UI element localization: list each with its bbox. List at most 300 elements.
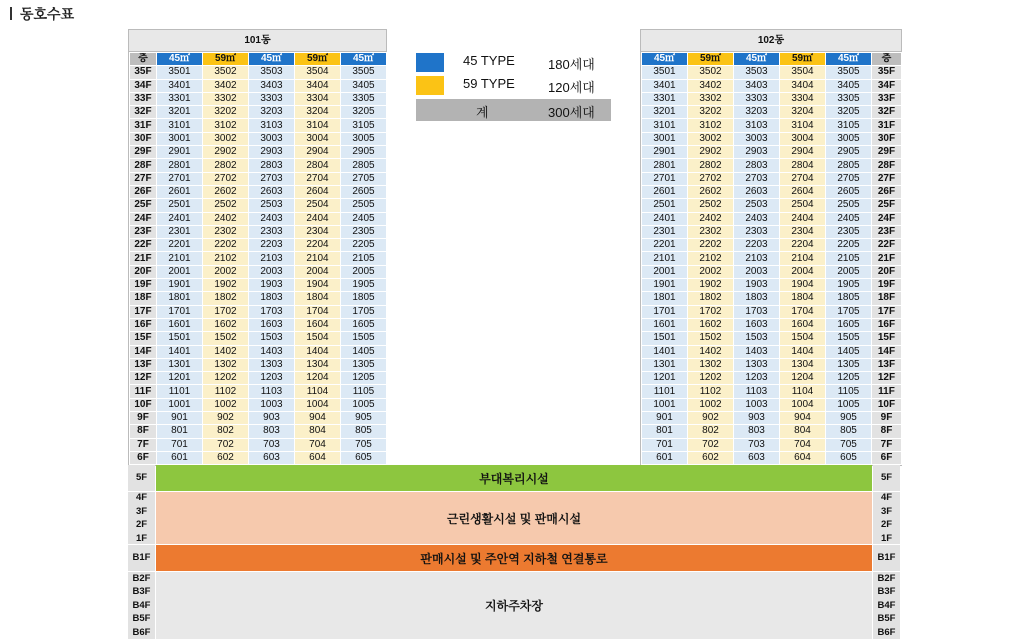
unit-cell: 1205 [826, 372, 872, 385]
type-header: 45㎡ [157, 53, 203, 66]
unit-cell: 2301 [642, 225, 688, 238]
unit-cell: 701 [157, 438, 203, 451]
unit-cell: 1605 [826, 318, 872, 331]
floor-label: 33F [872, 92, 902, 105]
unit-cell: 3204 [780, 106, 826, 119]
unit-cell: 2803 [249, 159, 295, 172]
unit-cell: 1005 [826, 398, 872, 411]
legend-item-45 [416, 51, 611, 74]
legend-count: 180세대 [548, 57, 595, 72]
unit-cell: 2903 [734, 146, 780, 159]
unit-cell: 2204 [780, 239, 826, 252]
unit-cell: 602 [203, 451, 249, 464]
unit-cell: 3303 [734, 92, 780, 105]
unit-cell: 905 [341, 412, 387, 425]
floor-row [130, 172, 387, 185]
unit-cell: 1702 [688, 305, 734, 318]
floor-row [642, 332, 902, 345]
unit-cell: 2101 [157, 252, 203, 265]
floor-row [130, 159, 387, 172]
floor-label: B2F [877, 572, 896, 584]
legend-type: 59 TYPE [463, 76, 515, 91]
unit-cell: 3103 [734, 119, 780, 132]
floor-row [130, 66, 387, 79]
floor-row [642, 292, 902, 305]
floor-header: 층 [130, 53, 157, 66]
unit-cell: 1202 [203, 372, 249, 385]
unit-cell: 1004 [780, 398, 826, 411]
unit-cell: 1104 [780, 385, 826, 398]
unit-cell: 903 [734, 412, 780, 425]
unit-cell: 1103 [734, 385, 780, 398]
unit-cell: 1601 [157, 318, 203, 331]
unit-cell: 1301 [642, 358, 688, 371]
unit-cell: 2901 [642, 146, 688, 159]
unit-cell: 2905 [826, 146, 872, 159]
unit-cell: 2102 [203, 252, 249, 265]
floor-label: 21F [872, 252, 902, 265]
unit-cell: 1405 [341, 345, 387, 358]
unit-cell: 2401 [157, 212, 203, 225]
floor-label: 7F [872, 438, 902, 451]
floor-label: 9F [872, 412, 902, 425]
unit-cell: 2201 [157, 239, 203, 252]
floor-row [642, 212, 902, 225]
floor-row [642, 412, 902, 425]
floor-label: 10F [130, 398, 157, 411]
unit-cell: 2004 [295, 265, 341, 278]
unit-cell: 901 [157, 412, 203, 425]
unit-cell: 2305 [341, 225, 387, 238]
floor-label: B6F [877, 626, 896, 638]
unit-cell: 1001 [157, 398, 203, 411]
floor-row [642, 239, 902, 252]
unit-cell: 2104 [780, 252, 826, 265]
unit-cell: 2903 [249, 146, 295, 159]
unit-cell: 3404 [780, 79, 826, 92]
floor-row [130, 398, 387, 411]
floor-row [130, 225, 387, 238]
floor-row [642, 79, 902, 92]
unit-cell: 2202 [203, 239, 249, 252]
unit-cell: 3302 [203, 92, 249, 105]
floor-label: 9F [130, 412, 157, 425]
unit-cell: 3504 [780, 66, 826, 79]
unit-cell: 1901 [157, 279, 203, 292]
unit-cell: 2601 [642, 185, 688, 198]
unit-cell: 2704 [295, 172, 341, 185]
floor-row [130, 451, 387, 464]
unit-cell: 1503 [734, 332, 780, 345]
podium-label: 부대복리시설 [156, 465, 872, 491]
unit-cell: 3205 [341, 106, 387, 119]
unit-cell: 1203 [734, 372, 780, 385]
unit-cell: 3203 [249, 106, 295, 119]
floor-label: 10F [872, 398, 902, 411]
unit-cell: 1402 [203, 345, 249, 358]
type-header: 45㎡ [734, 53, 780, 66]
unit-cell: 1805 [341, 292, 387, 305]
unit-cell: 2801 [157, 159, 203, 172]
unit-cell: 2004 [780, 265, 826, 278]
unit-cell: 2304 [780, 225, 826, 238]
floor-label: 4F [135, 492, 148, 503]
podium-floor-labels [873, 492, 900, 544]
unit-cell: 3404 [295, 79, 341, 92]
building-102-table [640, 29, 902, 466]
unit-cell: 2904 [780, 146, 826, 159]
floor-row [642, 225, 902, 238]
unit-cell: 2602 [203, 185, 249, 198]
unit-cell: 3005 [341, 132, 387, 145]
unit-cell: 1105 [826, 385, 872, 398]
floor-label: 11F [872, 385, 902, 398]
unit-cell: 3003 [734, 132, 780, 145]
unit-cell: 3403 [249, 79, 295, 92]
floor-label: 4F [880, 492, 893, 503]
unit-cell: 2805 [341, 159, 387, 172]
unit-cell: 3002 [203, 132, 249, 145]
floor-row [642, 199, 902, 212]
unit-cell: 805 [826, 425, 872, 438]
unit-cell: 604 [295, 451, 341, 464]
floor-row [130, 425, 387, 438]
floor-label: 27F [130, 172, 157, 185]
unit-cell: 2604 [295, 185, 341, 198]
unit-cell: 1804 [295, 292, 341, 305]
unit-cell: 1503 [249, 332, 295, 345]
unit-cell: 2901 [157, 146, 203, 159]
unit-cell: 1403 [249, 345, 295, 358]
floor-label: 31F [872, 119, 902, 132]
unit-cell: 2101 [642, 252, 688, 265]
type-header: 45㎡ [341, 53, 387, 66]
unit-cell: 1201 [157, 372, 203, 385]
unit-cell: 1803 [734, 292, 780, 305]
floor-label: B2F [132, 572, 151, 584]
unit-cell: 1803 [249, 292, 295, 305]
unit-cell: 3203 [734, 106, 780, 119]
unit-cell: 2704 [780, 172, 826, 185]
unit-cell: 3301 [157, 92, 203, 105]
floor-label: 19F [872, 279, 902, 292]
unit-cell: 2601 [157, 185, 203, 198]
unit-cell: 3101 [642, 119, 688, 132]
floor-label: 12F [872, 372, 902, 385]
unit-cell: 1604 [295, 318, 341, 331]
unit-cell: 1003 [249, 398, 295, 411]
floor-label: B1F [132, 552, 151, 564]
unit-cell: 2904 [295, 146, 341, 159]
page-title [10, 4, 74, 24]
unit-cell: 1905 [341, 279, 387, 292]
unit-cell: 3005 [826, 132, 872, 145]
unit-cell: 1101 [157, 385, 203, 398]
unit-cell: 801 [157, 425, 203, 438]
podium-floor-labels [128, 545, 155, 571]
unit-cell: 2103 [249, 252, 295, 265]
unit-cell: 1204 [295, 372, 341, 385]
floor-row [642, 172, 902, 185]
unit-cell: 1704 [780, 305, 826, 318]
unit-cell: 3105 [826, 119, 872, 132]
unit-cell: 2304 [295, 225, 341, 238]
unit-cell: 1701 [157, 305, 203, 318]
legend-total [416, 99, 611, 121]
unit-cell: 2405 [826, 212, 872, 225]
unit-cell: 904 [295, 412, 341, 425]
podium-floor-labels [873, 545, 900, 571]
unit-cell: 3305 [826, 92, 872, 105]
unit-cell: 3104 [295, 119, 341, 132]
unit-cell: 802 [688, 425, 734, 438]
unit-cell: 1703 [734, 305, 780, 318]
unit-cell: 1002 [688, 398, 734, 411]
unit-cell: 3104 [780, 119, 826, 132]
floor-row [130, 239, 387, 252]
unit-cell: 802 [203, 425, 249, 438]
unit-cell: 1505 [341, 332, 387, 345]
unit-cell: 604 [780, 451, 826, 464]
floor-label: B3F [877, 586, 896, 598]
type-header: 45㎡ [826, 53, 872, 66]
floor-label: 16F [872, 318, 902, 331]
unit-cell: 2705 [826, 172, 872, 185]
unit-cell: 1801 [157, 292, 203, 305]
floor-label: 32F [130, 106, 157, 119]
unit-cell: 1603 [249, 318, 295, 331]
podium-row [128, 492, 900, 544]
unit-cell: 1704 [295, 305, 341, 318]
floor-row [642, 66, 902, 79]
unit-cell: 2705 [341, 172, 387, 185]
unit-cell: 1201 [642, 372, 688, 385]
unit-cell: 1702 [203, 305, 249, 318]
unit-cell: 2404 [295, 212, 341, 225]
unit-cell: 2505 [341, 199, 387, 212]
floor-label: B4F [877, 599, 896, 611]
floor-label: 17F [872, 305, 902, 318]
unit-cell: 1303 [249, 358, 295, 371]
unit-cell: 1904 [295, 279, 341, 292]
unit-cell: 1305 [341, 358, 387, 371]
unit-cell: 2403 [249, 212, 295, 225]
unit-cell: 2205 [826, 239, 872, 252]
unit-cell: 1003 [734, 398, 780, 411]
unit-cell: 2703 [249, 172, 295, 185]
podium-floor-labels [873, 465, 900, 491]
floor-label: 29F [130, 146, 157, 159]
floor-label: 1F [880, 532, 893, 544]
unit-cell: 1105 [341, 385, 387, 398]
unit-cell: 3003 [249, 132, 295, 145]
floor-label: 6F [130, 451, 157, 464]
unit-cell: 2303 [734, 225, 780, 238]
unit-cell: 1505 [826, 332, 872, 345]
unit-cell: 2005 [341, 265, 387, 278]
unit-cell: 605 [341, 451, 387, 464]
unit-cell: 902 [688, 412, 734, 425]
building-name: 101동 [129, 30, 386, 52]
unit-cell: 704 [295, 438, 341, 451]
unit-cell: 1102 [203, 385, 249, 398]
unit-cell: 2804 [780, 159, 826, 172]
floor-label: B1F [877, 552, 896, 564]
unit-cell: 1403 [734, 345, 780, 358]
type-header: 59㎡ [295, 53, 341, 66]
floor-label: 1F [135, 532, 148, 544]
unit-cell: 2005 [826, 265, 872, 278]
unit-cell: 2103 [734, 252, 780, 265]
type-header: 59㎡ [203, 53, 249, 66]
unit-cell: 2502 [203, 199, 249, 212]
type-header: 59㎡ [780, 53, 826, 66]
unit-cell: 2003 [249, 265, 295, 278]
unit-cell: 701 [642, 438, 688, 451]
floor-label: 20F [130, 265, 157, 278]
unit-cell: 2703 [734, 172, 780, 185]
unit-cell: 1504 [780, 332, 826, 345]
unit-cell: 3504 [295, 66, 341, 79]
unit-cell: 3503 [734, 66, 780, 79]
unit-cell: 3002 [688, 132, 734, 145]
floor-label: 23F [130, 225, 157, 238]
unit-cell: 902 [203, 412, 249, 425]
legend-count: 120세대 [548, 80, 595, 95]
unit-cell: 2001 [642, 265, 688, 278]
unit-cell: 1304 [295, 358, 341, 371]
floor-row [642, 425, 902, 438]
floor-label: 25F [130, 199, 157, 212]
unit-cell: 2403 [734, 212, 780, 225]
unit-cell: 601 [642, 451, 688, 464]
unit-cell: 2002 [688, 265, 734, 278]
floor-row [642, 438, 902, 451]
unit-cell: 803 [249, 425, 295, 438]
floor-label: 32F [872, 106, 902, 119]
unit-cell: 1504 [295, 332, 341, 345]
unit-cell: 2702 [203, 172, 249, 185]
floor-row [642, 451, 902, 464]
unit-cell: 1805 [826, 292, 872, 305]
type-header: 45㎡ [249, 53, 295, 66]
floor-label: 17F [130, 305, 157, 318]
unit-cell: 3303 [249, 92, 295, 105]
unit-cell: 1902 [203, 279, 249, 292]
unit-cell: 2001 [157, 265, 203, 278]
unit-cell: 605 [826, 451, 872, 464]
unit-cell: 903 [249, 412, 295, 425]
podium-floor-labels [128, 572, 155, 639]
floor-label: 35F [872, 66, 902, 79]
podium-row [128, 465, 900, 491]
unit-cell: 2102 [688, 252, 734, 265]
unit-cell: 1002 [203, 398, 249, 411]
floor-label: 20F [872, 265, 902, 278]
floor-row [130, 185, 387, 198]
unit-cell: 2203 [734, 239, 780, 252]
unit-cell: 2303 [249, 225, 295, 238]
unit-cell: 2501 [642, 199, 688, 212]
title-bar-icon [10, 7, 12, 20]
unit-cell: 2201 [642, 239, 688, 252]
unit-cell: 1205 [341, 372, 387, 385]
floor-row [642, 119, 902, 132]
unit-cell: 3501 [642, 66, 688, 79]
unit-cell: 2205 [341, 239, 387, 252]
unit-cell: 1605 [341, 318, 387, 331]
unit-cell: 1103 [249, 385, 295, 398]
unit-cell: 1302 [203, 358, 249, 371]
unit-cell: 3202 [688, 106, 734, 119]
floor-label: 5F [880, 472, 893, 484]
floor-row [642, 385, 902, 398]
floor-row [130, 372, 387, 385]
floor-label: 14F [130, 345, 157, 358]
legend-type: 45 TYPE [463, 53, 515, 68]
unit-cell: 1903 [734, 279, 780, 292]
floor-row [130, 119, 387, 132]
unit-cell: 801 [642, 425, 688, 438]
floor-label: 34F [130, 79, 157, 92]
unit-cell: 2702 [688, 172, 734, 185]
legend-swatch-59 [416, 76, 444, 95]
podium-label: 판매시설 및 주안역 지하철 연결통로 [156, 545, 872, 571]
unit-cell: 1301 [157, 358, 203, 371]
floor-row [130, 199, 387, 212]
floor-label: 24F [872, 212, 902, 225]
floor-row [130, 79, 387, 92]
unit-cell: 3302 [688, 92, 734, 105]
unit-cell: 1405 [826, 345, 872, 358]
floor-row [642, 279, 902, 292]
unit-cell: 3505 [826, 66, 872, 79]
floor-label: 16F [130, 318, 157, 331]
unit-cell: 1401 [642, 345, 688, 358]
floor-row [130, 92, 387, 105]
floor-row [130, 345, 387, 358]
unit-cell: 2802 [688, 159, 734, 172]
unit-cell: 1802 [203, 292, 249, 305]
unit-cell: 2104 [295, 252, 341, 265]
unit-cell: 2604 [780, 185, 826, 198]
floor-row [130, 332, 387, 345]
unit-cell: 1703 [249, 305, 295, 318]
floor-row [130, 279, 387, 292]
unit-cell: 2105 [826, 252, 872, 265]
unit-cell: 1705 [341, 305, 387, 318]
unit-cell: 1701 [642, 305, 688, 318]
floor-label: 6F [872, 451, 902, 464]
type-header: 59㎡ [688, 53, 734, 66]
unit-cell: 2605 [826, 185, 872, 198]
legend-swatch-45 [416, 53, 444, 72]
floor-row [642, 358, 902, 371]
building-101-table [128, 29, 387, 466]
unit-cell: 2404 [780, 212, 826, 225]
unit-cell: 2602 [688, 185, 734, 198]
floor-row [130, 252, 387, 265]
floor-row [130, 106, 387, 119]
floor-label: 26F [872, 185, 902, 198]
floor-row [642, 185, 902, 198]
unit-cell: 2503 [734, 199, 780, 212]
unit-cell: 3402 [688, 79, 734, 92]
unit-cell: 1802 [688, 292, 734, 305]
floor-label: 30F [872, 132, 902, 145]
floor-row [130, 292, 387, 305]
unit-cell: 1202 [688, 372, 734, 385]
